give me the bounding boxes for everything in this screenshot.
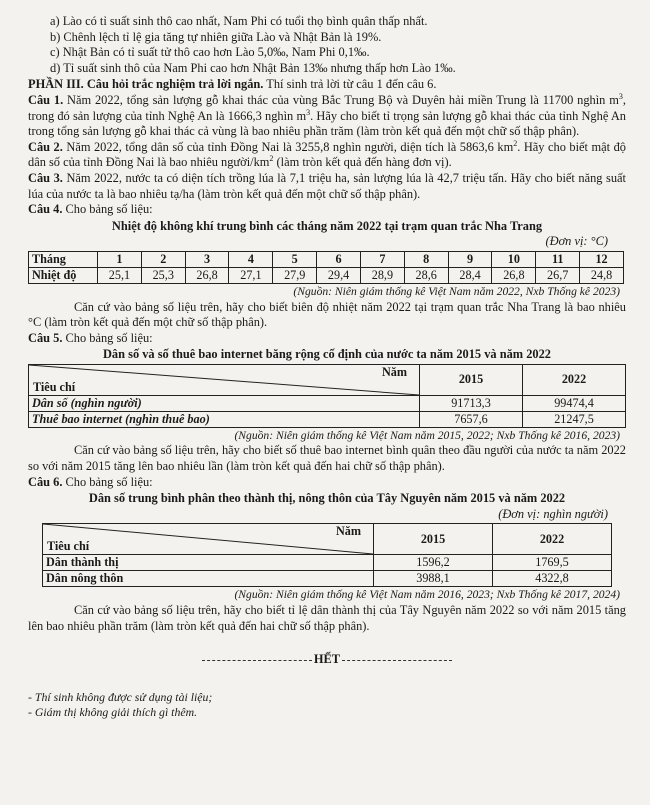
q2-text-b: . Hãy cho biết mật độ dân số của tỉnh Đồng Nai là bao nhiêu người/km xyxy=(28,139,626,170)
year-header: 2022 xyxy=(493,524,612,555)
part3-instruction: Thí sinh trả lời từ câu 1 đến câu 6. xyxy=(263,77,437,92)
table-cell: 11 xyxy=(536,251,580,267)
temperature-table xyxy=(28,251,624,284)
q2-sup-2: 2 xyxy=(269,154,274,164)
note-item: - Thí sinh không được sử dụng tài liệu; xyxy=(28,689,213,704)
q3-text: Năm 2022, nước ta có diện tích trồng lúa là 7,1 triệu ha, sản lượng lúa là 42,7 triệu tấn. Hãy cho biết năng suất lúa của nước ta là bao nhiêu tạ/ha (làm tròn kết quả đến một chữ số thập phân). xyxy=(28,170,626,201)
table-cell: 27,1 xyxy=(229,267,273,283)
row-label: Dân thành thị xyxy=(43,555,374,571)
corner-top-label: Năm xyxy=(381,364,407,379)
year-header: 2015 xyxy=(374,524,493,555)
diagonal-line xyxy=(43,524,373,554)
diagonal-line xyxy=(29,365,419,395)
q4-intro: Cho bảng số liệu: xyxy=(62,202,153,217)
table-cell: 24,8 xyxy=(580,267,624,283)
q2-label: Câu 2. xyxy=(28,139,63,154)
corner-bottom-label: Tiêu chí xyxy=(33,379,76,394)
table-cell: 99474,4 xyxy=(523,395,626,411)
table-cell: 91713,3 xyxy=(420,395,523,411)
table-cell: 28,4 xyxy=(448,267,492,283)
q5-label: Câu 5. xyxy=(28,330,63,345)
row-label: Thuê bao internet (nghìn thuê bao) xyxy=(29,411,420,427)
corner-top-label: Năm xyxy=(335,524,361,539)
q4-table-caption: Nhiệt độ không khí trung bình các tháng năm 2022 tại trạm quan trắc Nha Trang xyxy=(111,218,543,233)
q1-label: Câu 1. xyxy=(28,92,64,107)
q2-text-a: Năm 2022, tổng dân số của tỉnh Đồng Nai là 3255,8 nghìn người, diện tích là 5863,6 km xyxy=(62,139,514,154)
table-cell: 12 xyxy=(580,251,624,267)
q5-question: Căn cứ vào bảng số liệu trên, hãy cho biết số thuê bao internet bình quân theo đầu người của nước ta năm 2022 so với năm 2015 tăng lên bao nhiêu lần (làm tròn kết quả đến hai chữ số thập phân). xyxy=(28,443,626,474)
q3-label: Câu 3. xyxy=(28,170,63,185)
q4-source: (Nguồn: Niên giám thống kê Việt Nam năm 2022, Nxb Thống kê 2023) xyxy=(293,284,620,298)
table-row xyxy=(43,555,612,571)
corner-bottom-label: Tiêu chí xyxy=(47,539,90,554)
row-label: Dân nông thôn xyxy=(43,571,374,587)
table-cell: 21247,5 xyxy=(523,411,626,427)
table-cell: 7657,6 xyxy=(420,411,523,427)
document-body xyxy=(28,14,626,720)
q6-table-unit: (Đơn vị: nghìn người) xyxy=(498,506,608,521)
question-4 xyxy=(28,202,626,218)
footer-notes xyxy=(28,690,626,720)
table-cell: 26,8 xyxy=(492,267,536,283)
question-3 xyxy=(28,171,626,202)
note-item: - Giám thị không giải thích gì thêm. xyxy=(28,704,198,719)
option-b: b) Chênh lệch tỉ lệ gia tăng tự nhiên giữa Lào và Nhật Bản là 19%. xyxy=(50,29,382,44)
table-header-row xyxy=(43,524,612,555)
table-cell: 26,8 xyxy=(185,267,229,283)
q4-label: Câu 4. xyxy=(28,202,63,217)
question-2 xyxy=(28,140,626,171)
q5-intro: Cho bảng số liệu: xyxy=(62,330,153,345)
table-row xyxy=(29,411,626,427)
table-cell: 9 xyxy=(448,251,492,267)
population-table xyxy=(42,523,612,587)
table-cell: 3 xyxy=(185,251,229,267)
q1-sup-2: 3 xyxy=(306,107,311,117)
table-cell: 26,7 xyxy=(536,267,580,283)
part3-heading xyxy=(28,77,626,93)
table-cell: 28,9 xyxy=(360,267,404,283)
internet-table xyxy=(28,364,626,428)
end-label: HẾT xyxy=(313,652,341,667)
q4-question: Căn cứ vào bảng số liệu trên, hãy cho biết biên độ nhiệt năm 2022 tại trạm quan trắc Nha Trang là bao nhiêu °C (làm tròn kết quả đến một chữ số thập phân). xyxy=(28,299,626,330)
q6-question: Căn cứ vào bảng số liệu trên, hãy cho biết tỉ lệ dân thành thị của Tây Nguyên năm 2022 so với năm 2015 tăng lên bao nhiêu phần trăm (làm tròn kết quả đến hai chữ số thập phân). xyxy=(28,603,626,633)
table-cell: 28,6 xyxy=(404,267,448,283)
row-label-month: Tháng xyxy=(29,251,98,267)
q5-source: (Nguồn: Niên giám thống kê Việt Nam năm 2015, 2022; Nxb Thống kê 2016, 2023) xyxy=(234,428,620,442)
table-cell: 29,4 xyxy=(317,267,361,283)
table-cell: 3988,1 xyxy=(374,571,493,587)
year-header: 2015 xyxy=(420,364,523,395)
q1-text-c: . Hãy cho biết tỉ trọng sản lượng gỗ khai thác của tỉnh Nghệ An trong tổng sản lượng gỗ khai thác cả vùng là bao nhiêu phần trăm (làm tròn kết quả đến một chữ số thập phân). xyxy=(28,108,626,139)
q6-source: (Nguồn: Niên giám thống kê Việt Nam năm 2016, 2023; Nxb Thống kê 2017, 2024) xyxy=(234,588,620,602)
table-cell: 10 xyxy=(492,251,536,267)
table-cell: 27,9 xyxy=(273,267,317,283)
table-corner-cell xyxy=(43,524,374,555)
table-row xyxy=(43,571,612,587)
dashed-line-left xyxy=(202,660,312,661)
table-row-temps xyxy=(29,267,624,283)
table-cell: 25,3 xyxy=(141,267,185,283)
q2-sup-1: 2 xyxy=(513,138,518,148)
q6-intro: Cho bảng số liệu: xyxy=(62,474,153,489)
table-cell: 5 xyxy=(273,251,317,267)
table-row-months xyxy=(29,251,624,267)
table-cell: 25,1 xyxy=(98,267,142,283)
question-1 xyxy=(28,93,626,140)
table-cell: 4 xyxy=(229,251,273,267)
question-5 xyxy=(28,331,626,347)
dashed-line-right xyxy=(342,660,452,661)
option-a: a) Lào có tỉ suất sinh thô cao nhất, Nam Phi có tuổi thọ bình quân thấp nhất. xyxy=(50,14,428,28)
table-cell: 1 xyxy=(98,251,142,267)
q1-text-a: Năm 2022, tổng sản lượng gỗ khai thác của vùng Bắc Trung Bộ và Duyên hải miền Trung là 11700 nghìn m xyxy=(63,92,619,107)
row-label-temp: Nhiệt độ xyxy=(29,267,98,283)
question-6 xyxy=(28,475,626,491)
q5-table-caption: Dân số và số thuê bao internet băng rộng cố định của nước ta năm 2015 và năm 2022 xyxy=(102,347,551,362)
table-cell: 6 xyxy=(317,251,361,267)
option-c: c) Nhật Bản có tỉ suất tử thô cao hơn Lào 5,0‰, Nam Phi 0,1‰. xyxy=(50,45,370,60)
table-header-row xyxy=(29,364,626,395)
table-cell: 7 xyxy=(360,251,404,267)
table-cell: 1596,2 xyxy=(374,555,493,571)
table-cell: 4322,8 xyxy=(493,571,612,587)
table-corner-cell xyxy=(29,364,420,395)
year-header: 2022 xyxy=(523,364,626,395)
q6-table-caption: Dân số trung bình phân theo thành thị, nông thôn của Tây Nguyên năm 2015 và năm 2022 xyxy=(88,491,566,506)
q1-text-b: , trong đó sản lượng của tỉnh Nghệ An là 1666,3 nghìn m xyxy=(28,92,626,123)
table-cell: 1769,5 xyxy=(493,555,612,571)
table-cell: 8 xyxy=(404,251,448,267)
q6-label: Câu 6. xyxy=(28,474,63,489)
q1-sup-1: 3 xyxy=(618,91,623,101)
table-row xyxy=(29,395,626,411)
table-cell: 2 xyxy=(141,251,185,267)
part3-title: PHẦN III. Câu hỏi trắc nghiệm trả lời ngắn. xyxy=(28,77,264,92)
row-label: Dân số (nghìn người) xyxy=(29,395,420,411)
q4-table-unit: (Đơn vị: °C) xyxy=(545,234,608,249)
end-marker xyxy=(28,652,626,668)
option-d: d) Tỉ suất sinh thô của Nam Phi cao hơn Nhật Bản 13‰ nhưng thấp hơn Lào 1‰. xyxy=(50,60,456,75)
q2-text-c: (làm tròn kết quả đến hàng đơn vị). xyxy=(273,155,452,170)
